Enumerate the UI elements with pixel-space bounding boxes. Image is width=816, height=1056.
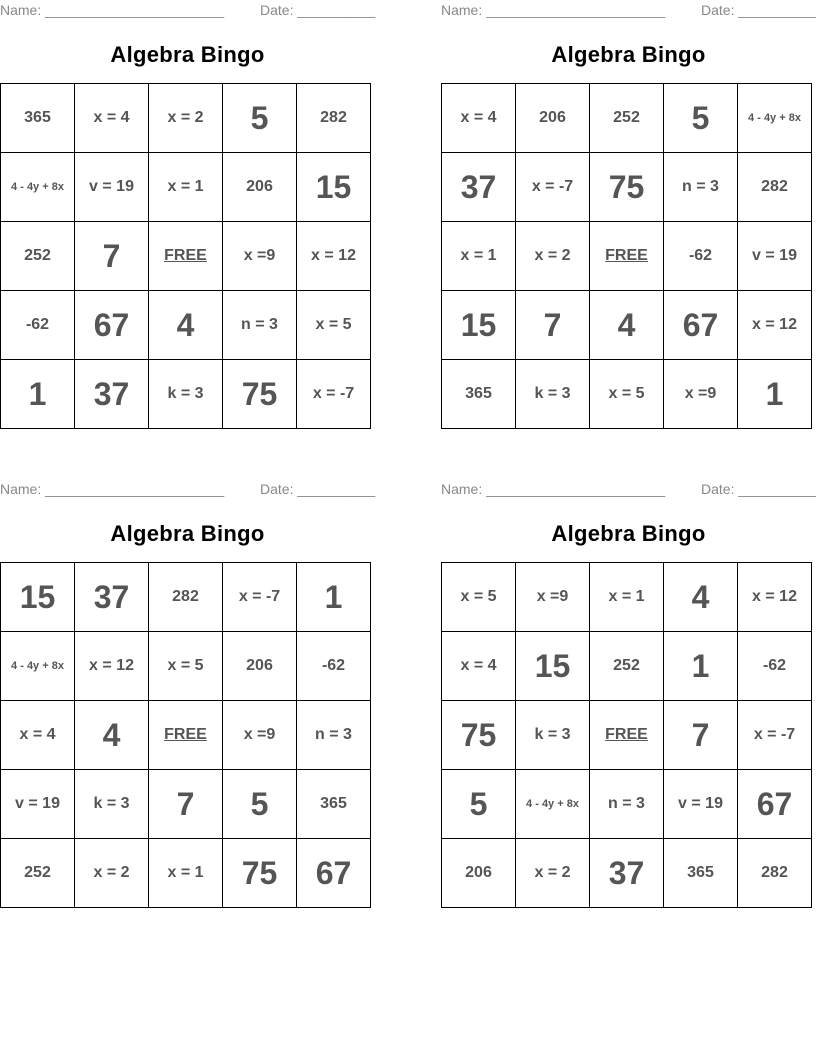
bingo-card — [0, 479, 376, 891]
bingo-row — [442, 701, 812, 770]
bingo-cell: 4 — [590, 291, 664, 360]
bingo-cell: 365 — [1, 84, 75, 153]
bingo-cell: 5 — [664, 84, 738, 153]
bingo-row — [1, 770, 371, 839]
bingo-card — [441, 0, 816, 412]
bingo-cell: 365 — [442, 360, 516, 429]
bingo-cell: 4 — [75, 701, 149, 770]
bingo-cell: 282 — [149, 563, 223, 632]
free-space: FREE — [149, 701, 223, 770]
bingo-grid — [0, 83, 371, 429]
bingo-cell: n = 3 — [590, 770, 664, 839]
bingo-cell: 4 — [149, 291, 223, 360]
bingo-cell: x =9 — [223, 222, 297, 291]
bingo-cell: x = 12 — [738, 291, 812, 360]
bingo-row — [442, 291, 812, 360]
bingo-card — [441, 479, 816, 891]
bingo-cell: x = 1 — [149, 839, 223, 908]
bingo-cell: 252 — [590, 84, 664, 153]
bingo-cell: x =9 — [223, 701, 297, 770]
bingo-cell: 365 — [664, 839, 738, 908]
bingo-cell: k = 3 — [516, 701, 590, 770]
bingo-cell: 7 — [75, 222, 149, 291]
bingo-cell: 252 — [1, 222, 75, 291]
bingo-cell: 4 - 4y + 8x — [1, 153, 75, 222]
bingo-cell: 15 — [516, 632, 590, 701]
card-header — [0, 479, 375, 501]
bingo-cell: 7 — [149, 770, 223, 839]
card-title: Algebra Bingo — [551, 521, 706, 546]
date-field: Date: __________ — [260, 2, 376, 18]
bingo-row — [1, 701, 371, 770]
bingo-cell: 67 — [664, 291, 738, 360]
bingo-cell: x = 2 — [149, 84, 223, 153]
bingo-cell: x = 5 — [149, 632, 223, 701]
bingo-cell: -62 — [738, 632, 812, 701]
free-space: FREE — [590, 701, 664, 770]
bingo-cell: 37 — [75, 360, 149, 429]
bingo-cell: 7 — [516, 291, 590, 360]
bingo-cell: 206 — [442, 839, 516, 908]
free-space: FREE — [149, 222, 223, 291]
bingo-cell: v = 19 — [1, 770, 75, 839]
card-title: Algebra Bingo — [110, 521, 265, 546]
bingo-grid — [0, 562, 371, 908]
bingo-cell: 5 — [223, 84, 297, 153]
bingo-cell: x = -7 — [223, 563, 297, 632]
bingo-cell: 1 — [297, 563, 371, 632]
bingo-cell: x = 5 — [297, 291, 371, 360]
bingo-cell: x = 4 — [442, 84, 516, 153]
bingo-cell: v = 19 — [738, 222, 812, 291]
bingo-cell: 1 — [1, 360, 75, 429]
bingo-grid — [441, 562, 812, 908]
bingo-row — [1, 632, 371, 701]
bingo-cell: 67 — [297, 839, 371, 908]
date-field: Date: __________ — [701, 481, 816, 497]
bingo-row — [442, 84, 812, 153]
bingo-cell: 15 — [442, 291, 516, 360]
card-title: Algebra Bingo — [551, 42, 706, 67]
bingo-cell: x = 12 — [738, 563, 812, 632]
bingo-row — [442, 153, 812, 222]
bingo-cell: 5 — [223, 770, 297, 839]
card-header — [441, 0, 816, 22]
bingo-cell: 252 — [590, 632, 664, 701]
bingo-row — [442, 360, 812, 429]
date-field: Date: __________ — [260, 481, 376, 497]
bingo-cell: 15 — [297, 153, 371, 222]
bingo-row — [1, 291, 371, 360]
bingo-cell: 75 — [442, 701, 516, 770]
bingo-cell: x = 2 — [516, 839, 590, 908]
name-field: Name: _______________________ — [0, 2, 225, 18]
bingo-row — [442, 839, 812, 908]
bingo-cell: 282 — [738, 153, 812, 222]
bingo-row — [442, 563, 812, 632]
bingo-cell: -62 — [664, 222, 738, 291]
bingo-cell: x = 1 — [149, 153, 223, 222]
bingo-cell: x =9 — [516, 563, 590, 632]
bingo-cell: 282 — [738, 839, 812, 908]
bingo-cell: 1 — [738, 360, 812, 429]
bingo-cell: k = 3 — [149, 360, 223, 429]
bingo-cell: 365 — [297, 770, 371, 839]
bingo-cell: 67 — [75, 291, 149, 360]
bingo-cell: 4 — [664, 563, 738, 632]
bingo-cell: v = 19 — [75, 153, 149, 222]
bingo-cell: x = 5 — [590, 360, 664, 429]
bingo-cell: 75 — [590, 153, 664, 222]
bingo-cell: 4 - 4y + 8x — [516, 770, 590, 839]
bingo-cell: x = 4 — [442, 632, 516, 701]
bingo-cell: -62 — [297, 632, 371, 701]
bingo-cell: x =9 — [664, 360, 738, 429]
bingo-cell: 75 — [223, 360, 297, 429]
bingo-cell: v = 19 — [664, 770, 738, 839]
bingo-cell: x = 12 — [297, 222, 371, 291]
bingo-cell: 37 — [590, 839, 664, 908]
bingo-row — [1, 222, 371, 291]
bingo-cell: 1 — [664, 632, 738, 701]
bingo-row — [442, 770, 812, 839]
bingo-cell: x = 4 — [1, 701, 75, 770]
bingo-cell: x = 1 — [590, 563, 664, 632]
bingo-cell: 206 — [516, 84, 590, 153]
bingo-cell: x = -7 — [297, 360, 371, 429]
bingo-cell: 7 — [664, 701, 738, 770]
card-header — [441, 479, 816, 501]
bingo-cell: n = 3 — [223, 291, 297, 360]
bingo-cell: 282 — [297, 84, 371, 153]
bingo-cell: -62 — [1, 291, 75, 360]
bingo-cell: 37 — [75, 563, 149, 632]
bingo-cell: 5 — [442, 770, 516, 839]
bingo-cell: 252 — [1, 839, 75, 908]
bingo-cell: 4 - 4y + 8x — [1, 632, 75, 701]
bingo-cell: x = -7 — [738, 701, 812, 770]
bingo-cell: 37 — [442, 153, 516, 222]
bingo-row — [1, 360, 371, 429]
name-field: Name: _______________________ — [0, 481, 225, 497]
name-field: Name: _______________________ — [441, 481, 666, 497]
bingo-row — [1, 563, 371, 632]
bingo-row — [442, 632, 812, 701]
bingo-cell: 15 — [1, 563, 75, 632]
bingo-cell: x = 1 — [442, 222, 516, 291]
card-header — [0, 0, 375, 22]
bingo-row — [1, 839, 371, 908]
name-field: Name: _______________________ — [441, 2, 666, 18]
bingo-cell: k = 3 — [75, 770, 149, 839]
date-field: Date: __________ — [701, 2, 816, 18]
bingo-cell: x = 5 — [442, 563, 516, 632]
bingo-cell: 75 — [223, 839, 297, 908]
bingo-cell: x = 2 — [516, 222, 590, 291]
free-space: FREE — [590, 222, 664, 291]
bingo-cell: 4 - 4y + 8x — [738, 84, 812, 153]
bingo-row — [442, 222, 812, 291]
bingo-cell: n = 3 — [297, 701, 371, 770]
bingo-cell: x = 2 — [75, 839, 149, 908]
bingo-cell: 206 — [223, 632, 297, 701]
bingo-row — [1, 84, 371, 153]
bingo-cell: x = -7 — [516, 153, 590, 222]
bingo-cell: 67 — [738, 770, 812, 839]
bingo-card — [0, 0, 376, 412]
bingo-row — [1, 153, 371, 222]
bingo-cell: x = 4 — [75, 84, 149, 153]
bingo-cell: 206 — [223, 153, 297, 222]
bingo-cell: k = 3 — [516, 360, 590, 429]
bingo-cell: n = 3 — [664, 153, 738, 222]
card-title: Algebra Bingo — [110, 42, 265, 67]
bingo-cell: x = 12 — [75, 632, 149, 701]
bingo-grid — [441, 83, 812, 429]
